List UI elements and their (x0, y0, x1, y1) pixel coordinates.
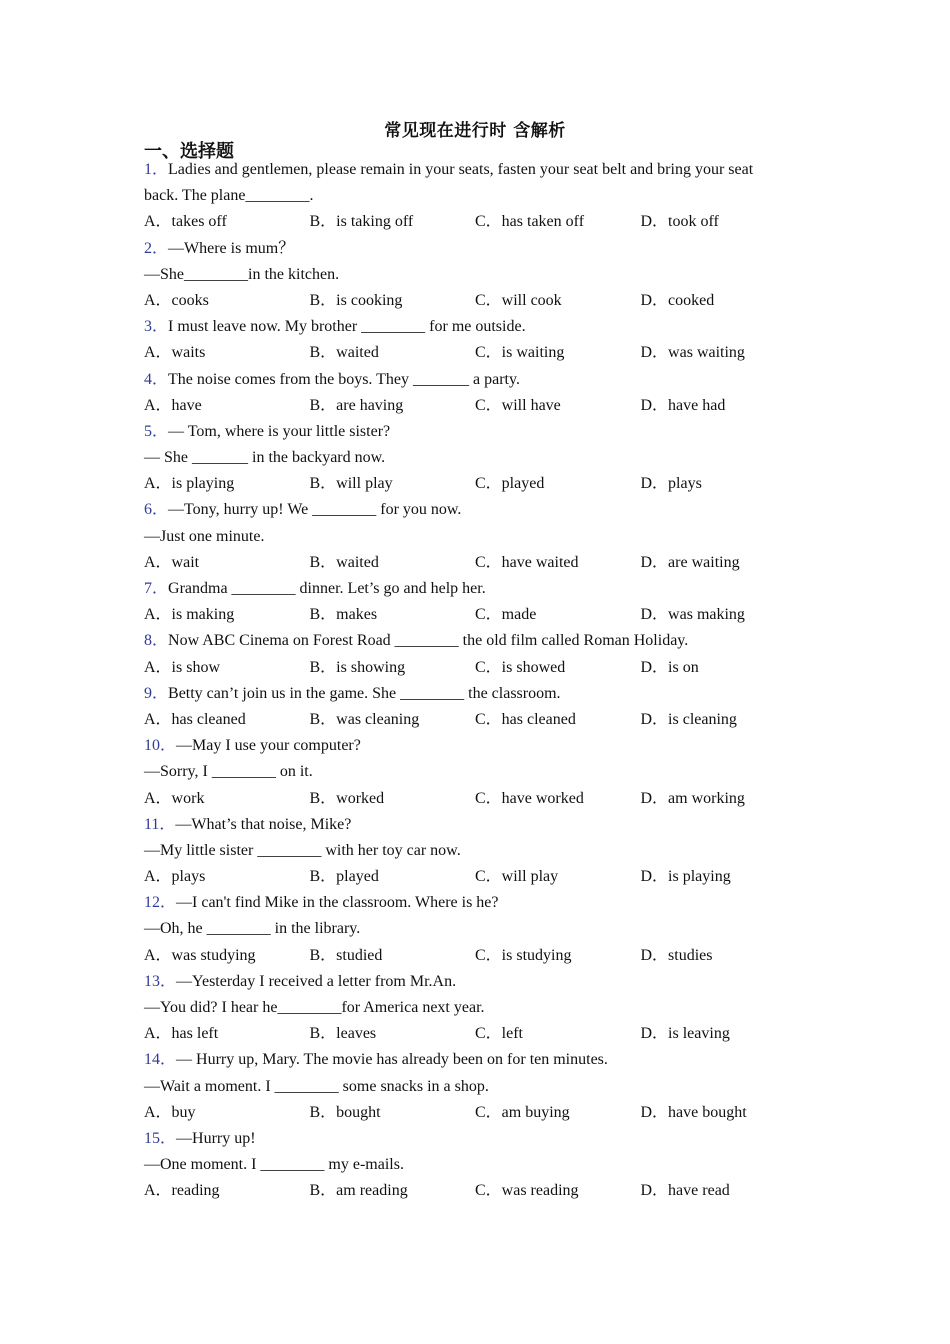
answer-option: D．studies (640, 946, 713, 964)
question-text: —May I use your computer? (176, 737, 361, 755)
answer-option: A．is making (144, 606, 235, 624)
question-text: Now ABC Cinema on Forest Road ________ the old film called Roman Holiday. (168, 632, 689, 650)
question-text: The noise comes from the boys. They _______ a party. (168, 370, 520, 388)
question-number: 6． (144, 501, 169, 519)
question-text: back. The plane________. (144, 187, 314, 205)
answer-option: D．is playing (640, 868, 731, 886)
question-item (144, 812, 794, 891)
answer-option: A．work (144, 789, 205, 807)
answer-option: C．is waiting (475, 344, 565, 362)
question-item (144, 236, 794, 315)
page-title: 常见现在进行时 含解析 (384, 121, 566, 141)
answer-option: D．is cleaning (640, 710, 737, 728)
question-stem (144, 681, 794, 707)
question-item (144, 419, 794, 498)
answer-option: D．is leaving (640, 1025, 730, 1043)
question-number: 14． (144, 1051, 177, 1069)
question-number: 7． (144, 580, 169, 597)
answer-option: D．was making (640, 606, 745, 624)
answer-options (144, 864, 794, 890)
answer-option: C．have worked (475, 789, 584, 807)
question-item (144, 1047, 794, 1126)
answer-option: D．am working (640, 789, 745, 807)
answer-options (144, 1178, 794, 1204)
question-dialogue-line (144, 445, 794, 471)
question-list (144, 157, 794, 1205)
answer-option: D．are waiting (640, 553, 740, 571)
question-text: —Yesterday I received a letter from Mr.An. (176, 972, 457, 990)
question-dialogue-line (144, 1074, 794, 1100)
question-stem (144, 367, 794, 393)
answer-option: A．is show (144, 658, 221, 676)
answer-option: A．has cleaned (144, 710, 246, 728)
question-number: 12． (144, 894, 177, 912)
question-text: —I can't find Mike in the classroom. Where is he? (176, 894, 499, 912)
question-stem (144, 733, 794, 759)
answer-option: C．made (475, 606, 537, 624)
answer-option: C．have waited (475, 553, 579, 571)
answer-options (144, 943, 794, 969)
question-item (144, 157, 794, 236)
answer-option: B．is cooking (309, 291, 403, 309)
question-item (144, 890, 794, 969)
question-text: — She _______ in the backyard now. (144, 449, 386, 467)
answer-options (144, 786, 794, 812)
answer-option: B．bought (309, 1103, 381, 1121)
question-text: Grandma ________ dinner. Let’s go and help her. (168, 580, 486, 597)
question-text: —Tony, hurry up! We ________ for you now. (168, 501, 462, 519)
question-item (144, 628, 794, 680)
answer-option: B．are having (309, 396, 404, 414)
answer-options (144, 602, 794, 628)
question-number: 15． (144, 1129, 177, 1147)
answer-option: B．is showing (309, 658, 406, 676)
question-text: Ladies and gentlemen, please remain in your seats, fasten your seat belt and bring your seat (168, 161, 754, 178)
answer-option: A．takes off (144, 213, 227, 231)
question-number: 10． (144, 737, 177, 755)
question-number: 2． (144, 239, 169, 257)
question-item (144, 367, 794, 419)
question-item (144, 576, 794, 628)
answer-option: B．am reading (309, 1182, 408, 1200)
answer-option: B．will play (309, 475, 393, 493)
question-dialogue-line (144, 916, 794, 942)
question-stem (144, 1047, 794, 1073)
answer-options (144, 1100, 794, 1126)
answer-option: C．is showed (475, 658, 566, 676)
question-stem (144, 890, 794, 916)
question-text: —You did? I hear he________for America next year. (144, 999, 485, 1016)
question-item (144, 733, 794, 812)
question-number: 5． (144, 422, 169, 440)
answer-option: B．waited (309, 553, 379, 571)
question-text: —My little sister ________ with her toy car now. (144, 841, 461, 859)
question-dialogue-line (144, 524, 794, 550)
answer-options (144, 655, 794, 681)
question-item (144, 1126, 794, 1205)
question-text: — Hurry up, Mary. The movie has already been on for ten minutes. (176, 1051, 608, 1069)
answer-options (144, 707, 794, 733)
answer-option: B．was cleaning (309, 710, 420, 728)
question-number: 3． (144, 318, 169, 336)
answer-option: D．was waiting (640, 344, 745, 362)
question-text: —Where is mum？ (168, 239, 295, 257)
question-text: —Oh, he ________ in the library. (144, 920, 361, 938)
answer-option: C．was reading (475, 1182, 579, 1200)
question-number: 1． (144, 161, 169, 178)
question-item (144, 314, 794, 366)
question-item (144, 497, 794, 576)
question-dialogue-line (144, 838, 794, 864)
question-item (144, 969, 794, 1048)
answer-option: B．makes (309, 606, 378, 624)
answer-option: D．have had (640, 396, 726, 414)
question-stem (144, 812, 794, 838)
question-stem (144, 576, 794, 602)
question-number: 13． (144, 972, 177, 990)
answer-option: C．am buying (475, 1103, 570, 1121)
answer-option: D．have bought (640, 1103, 747, 1121)
answer-option: C．is studying (475, 946, 572, 964)
question-stem (144, 1126, 794, 1152)
question-text: —Sorry, I ________ on it. (144, 763, 313, 781)
answer-options (144, 1021, 794, 1047)
answer-option: B．leaves (309, 1025, 377, 1043)
question-text: —Just one minute. (144, 527, 265, 545)
question-dialogue-line (144, 759, 794, 785)
answer-options (144, 393, 794, 419)
answer-option: B．studied (309, 946, 383, 964)
question-text: — Tom, where is your little sister? (168, 422, 391, 440)
answer-option: A．have (144, 396, 202, 414)
answer-option: A．was studying (144, 946, 256, 964)
question-stem (144, 628, 794, 654)
answer-option: D．have read (640, 1182, 730, 1200)
question-text: —She________in the kitchen. (144, 265, 340, 283)
answer-option: C．will cook (475, 291, 562, 309)
question-number: 4． (144, 370, 169, 388)
answer-option: B．is taking off (309, 213, 414, 231)
answer-options (144, 471, 794, 497)
answer-options (144, 209, 794, 235)
question-item (144, 681, 794, 733)
question-dialogue-line (144, 262, 794, 288)
question-stem (144, 157, 794, 183)
answer-option: A．is playing (144, 475, 235, 493)
answer-option: D．is on (640, 658, 699, 676)
question-dialogue-line (144, 183, 794, 209)
question-stem (144, 236, 794, 262)
answer-option: C．left (475, 1025, 523, 1043)
answer-option: B．waited (309, 344, 379, 362)
answer-option: C．has taken off (475, 213, 585, 231)
answer-option: A．waits (144, 344, 206, 362)
question-stem (144, 314, 794, 340)
answer-option: C．played (475, 475, 545, 493)
question-number: 11． (144, 815, 176, 833)
question-text: —Wait a moment. I ________ some snacks in a shop. (144, 1077, 489, 1095)
answer-option: A．cooks (144, 291, 209, 309)
question-number: 8． (144, 632, 169, 650)
answer-option: A．reading (144, 1182, 220, 1200)
answer-option: B．worked (309, 789, 385, 807)
answer-option: A．buy (144, 1103, 196, 1121)
answer-options (144, 550, 794, 576)
answer-options (144, 340, 794, 366)
question-text: Betty can’t join us in the game. She ________ the classroom. (168, 684, 561, 702)
answer-option: C．has cleaned (475, 710, 576, 728)
question-text: —What’s that noise, Mike? (175, 815, 352, 833)
question-stem (144, 419, 794, 445)
question-stem (144, 497, 794, 523)
question-dialogue-line (144, 995, 794, 1021)
question-number: 9． (144, 684, 169, 702)
section-heading: 一、选择题 (144, 141, 234, 162)
answer-options (144, 288, 794, 314)
answer-option: B．played (309, 868, 379, 886)
answer-option: A．has left (144, 1025, 219, 1043)
question-dialogue-line (144, 1152, 794, 1178)
answer-option: C．will play (475, 868, 559, 886)
answer-option: D．took off (640, 213, 719, 231)
question-stem (144, 969, 794, 995)
answer-option: D．plays (640, 475, 702, 493)
answer-option: D．cooked (640, 291, 715, 309)
question-text: —Hurry up! (176, 1129, 256, 1147)
answer-option: A．plays (144, 868, 206, 886)
question-text: I must leave now. My brother ________ for me outside. (168, 318, 526, 336)
question-text: —One moment. I ________ my e-mails. (144, 1156, 404, 1174)
answer-option: C．will have (475, 396, 561, 414)
answer-option: A．wait (144, 553, 200, 571)
